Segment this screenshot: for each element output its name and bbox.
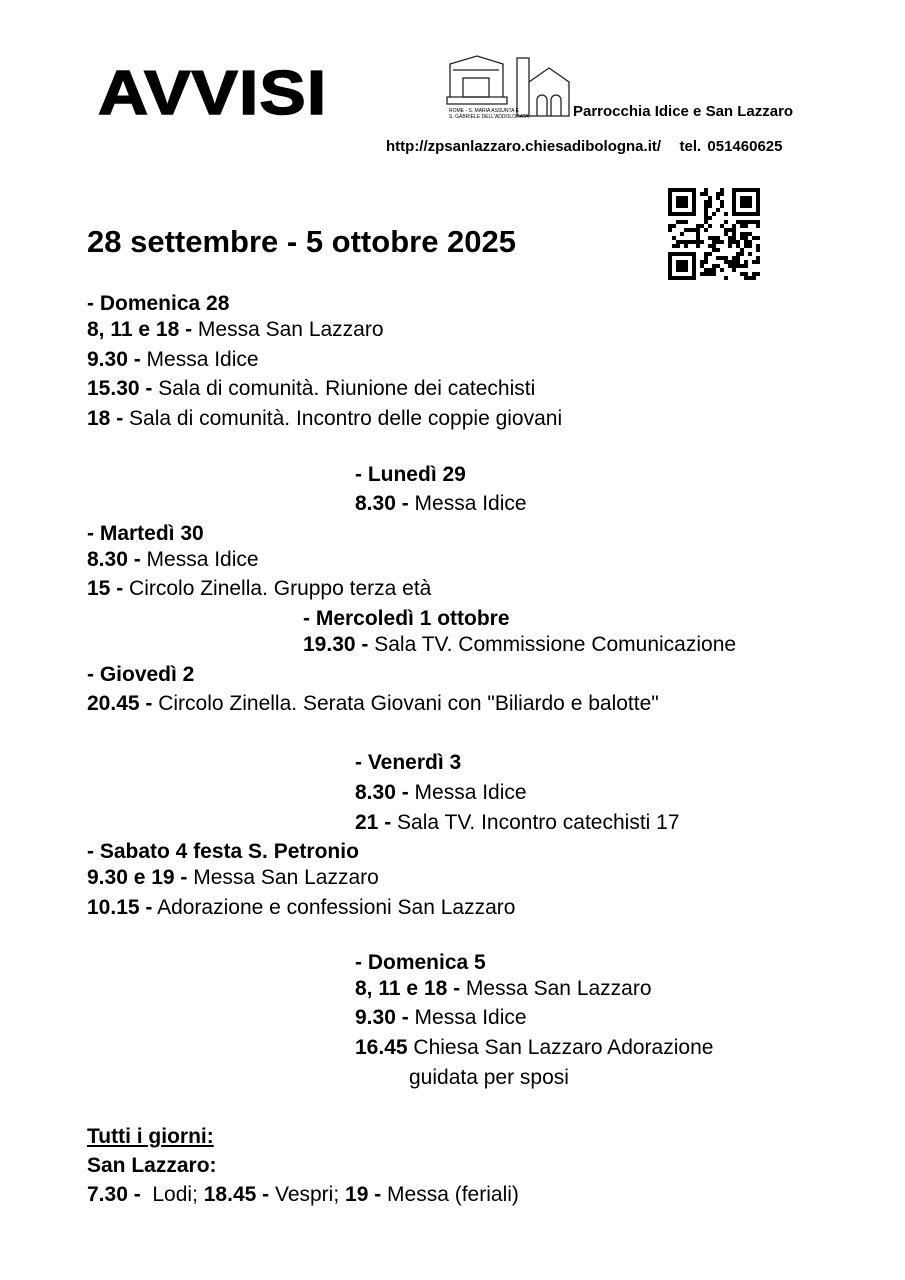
daily-heading: Tutti i giorni:	[87, 1125, 214, 1148]
website-link[interactable]: http://zpsanlazzaro.chiesadibologna.it/	[386, 138, 662, 155]
event-line	[87, 865, 379, 891]
event-line	[409, 1065, 569, 1091]
parish-logo	[445, 52, 570, 120]
event-time: 9.30 e 19 -	[87, 866, 188, 889]
day-heading: - Sabato 4 festa S. Petronio	[87, 840, 359, 863]
event-text: Sala di comunità. Incontro delle coppie giovani	[123, 407, 563, 430]
event-time: 8.30 -	[87, 548, 141, 571]
event-time: 8, 11 e 18 -	[355, 977, 461, 1000]
event-line	[355, 810, 680, 836]
event-time: 15.30 -	[87, 377, 153, 400]
event-time: 20.45 -	[87, 692, 153, 715]
qr-code[interactable]	[668, 188, 760, 280]
event-text: Chiesa San Lazzaro Adorazione	[407, 1036, 714, 1059]
event-text: Messa Idice	[140, 348, 259, 371]
event-text: Sala di comunità. Riunione dei catechisti	[152, 377, 536, 400]
day-heading: - Mercoledì 1 ottobre	[303, 607, 510, 630]
event-time: 9.30 -	[87, 348, 141, 371]
event-time: 10.15 -	[87, 896, 153, 919]
event-time: 8.30 -	[355, 781, 409, 804]
event-time: 15 -	[87, 577, 124, 600]
phone-number: tel. 051460625	[679, 138, 783, 155]
event-text: Circolo Zinella. Serata Giovani con "Biliardo e balotte"	[152, 692, 659, 715]
event-time: 21 -	[355, 811, 392, 834]
event-line	[87, 317, 384, 343]
day-heading: - Domenica 28	[87, 292, 230, 315]
event-text: Messa Idice	[408, 492, 527, 515]
daily-times: 7.30 - Lodi; 18.45 - Vespri; 19 - Messa (feriali)	[87, 1183, 519, 1206]
event-text: Messa Idice	[408, 1006, 527, 1029]
period-heading: 28 settembre - 5 ottobre 2025	[87, 224, 517, 259]
contact-line	[386, 138, 782, 155]
event-text: Circolo Zinella. Gruppo terza età	[123, 577, 432, 600]
event-line	[355, 491, 527, 517]
event-line	[87, 895, 515, 921]
event-line	[355, 1005, 527, 1031]
event-time: 9.30 -	[355, 1006, 409, 1029]
event-text: guidata per sposi	[409, 1066, 569, 1089]
event-line	[303, 632, 736, 658]
event-time: 8, 11 e 18 -	[87, 318, 193, 341]
event-text: Adorazione e confessioni San Lazzaro	[152, 896, 516, 919]
event-line	[87, 347, 259, 373]
event-text: Messa Idice	[408, 781, 527, 804]
page-title: AVVISI	[98, 59, 328, 128]
event-line	[87, 406, 562, 432]
event-text: Messa San Lazzaro	[192, 318, 384, 341]
day-heading: - Martedì 30	[87, 522, 204, 545]
daily-place: San Lazzaro:	[87, 1154, 217, 1177]
event-line	[355, 780, 527, 806]
event-line	[87, 547, 259, 573]
event-time: 18 -	[87, 407, 124, 430]
day-heading: - Domenica 5	[355, 951, 486, 974]
event-text: Messa San Lazzaro	[187, 866, 379, 889]
svg-text:S. GABRIELE DELL'ADDOLORATA: S. GABRIELE DELL'ADDOLORATA	[449, 114, 529, 120]
svg-text:ROME - S. MARIA ASSUNTA E: ROME - S. MARIA ASSUNTA E	[449, 108, 519, 114]
event-line	[355, 976, 652, 1002]
event-text: Messa San Lazzaro	[460, 977, 652, 1000]
event-line	[87, 576, 431, 602]
day-heading: - Lunedì 29	[355, 463, 466, 486]
parish-name: Parrocchia Idice e San Lazzaro	[573, 103, 794, 120]
event-text: Sala TV. Incontro catechisti 17	[391, 811, 680, 834]
event-time: 16.45	[355, 1036, 408, 1059]
event-time: 19.30 -	[303, 633, 369, 656]
event-line	[87, 691, 659, 717]
day-heading: - Venerdì 3	[355, 751, 462, 774]
event-time: 8.30 -	[355, 492, 409, 515]
event-line	[87, 376, 535, 402]
event-line	[355, 1035, 713, 1061]
day-heading: - Giovedì 2	[87, 663, 195, 686]
event-text: Sala TV. Commissione Comunicazione	[368, 633, 737, 656]
event-text: Messa Idice	[140, 548, 259, 571]
